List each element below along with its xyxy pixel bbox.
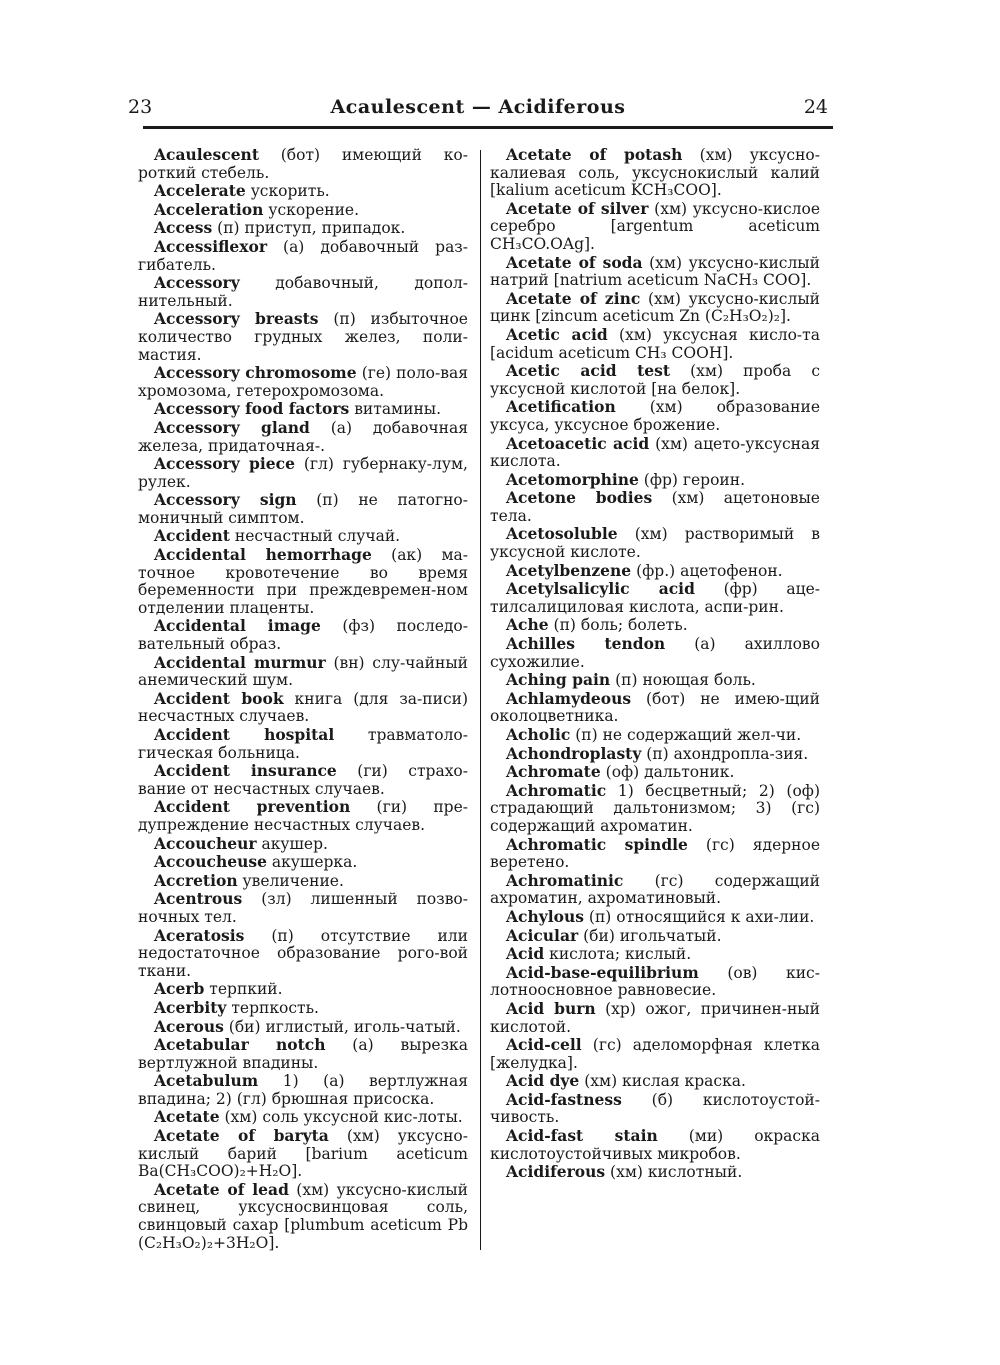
entry-definition: (хм) соль уксусной кис-лоты.	[224, 1108, 463, 1127]
entry-definition: (п) не содержащий жел-чи.	[575, 726, 802, 744]
entry-definition: (п) приступ, припадок.	[217, 219, 406, 238]
entry-definition: (п) относящийся к ахи-лии.	[588, 907, 815, 926]
dictionary-entry	[138, 455, 468, 491]
entry-headword: Acentrous	[154, 889, 243, 909]
dictionary-entry	[138, 1072, 468, 1108]
dictionary-entry	[490, 726, 820, 745]
entry-definition: (фр) героин.	[643, 470, 746, 489]
dictionary-entry	[490, 290, 820, 326]
dictionary-entry	[138, 1018, 468, 1037]
dictionary-entry	[490, 398, 820, 434]
dictionary-entry	[138, 798, 468, 834]
dictionary-entry	[490, 945, 820, 964]
entry-definition: (хм) уксусно-кислое серебро [argentum aceticum CH₃CO.OAg].	[490, 199, 821, 253]
entry-definition: (хм) ацето-уксусная кислота.	[490, 434, 820, 471]
entry-definition: (п) не патогно-моничный симптом.	[138, 491, 468, 527]
dictionary-entry	[138, 238, 468, 274]
dictionary-entry	[138, 1036, 468, 1072]
dictionary-entry	[138, 546, 468, 617]
dictionary-entry	[138, 999, 468, 1018]
dictionary-entry	[138, 491, 468, 527]
entry-headword: Accident hospital	[154, 725, 335, 744]
entry-headword: Achromate	[506, 762, 601, 782]
entry-definition: (б) кислотоустой-чивость.	[490, 1090, 820, 1127]
entry-definition: (гл) губернаку-лум, рулек.	[138, 455, 468, 491]
dictionary-entry	[490, 1163, 820, 1182]
entry-headword: Acetylsalicylic acid	[506, 579, 695, 599]
entry-headword: Achlamydeous	[506, 688, 632, 708]
entry-definition: (ге) поло-вая хромозома, гетерохромозома.	[138, 364, 468, 400]
entry-definition: акушерка.	[271, 853, 358, 872]
dictionary-entry	[490, 1127, 820, 1163]
dictionary-entry	[490, 908, 820, 927]
dictionary-entry	[490, 326, 820, 362]
dictionary-entry	[490, 927, 820, 946]
header-rule	[143, 126, 833, 129]
dictionary-entry	[138, 1127, 468, 1181]
entry-headword: Acholic	[506, 725, 571, 744]
column-divider	[480, 150, 481, 1250]
entry-definition: (гс) аделоморфная клетка [желудка].	[490, 1036, 820, 1072]
page-header	[128, 96, 828, 124]
entry-definition: (фр) аце-тилсалициловая кислота, аспи-рин.	[490, 580, 820, 616]
entry-headword: Acetylbenzene	[506, 560, 632, 580]
dictionary-entry	[138, 310, 468, 364]
dictionary-entry	[138, 527, 468, 546]
entry-definition: несчастный случай.	[234, 527, 401, 546]
dictionary-entry	[138, 146, 468, 182]
entry-headword: Acidiferous	[506, 1162, 606, 1182]
dictionary-entry	[490, 1000, 820, 1036]
entry-definition: (а) добавочная железа, придаточная-.	[138, 418, 468, 455]
entry-headword: Acetic acid	[506, 324, 608, 344]
page-number-right: 24	[803, 96, 828, 118]
dictionary-entry	[138, 980, 468, 999]
entry-headword: Accessory sign	[154, 490, 297, 510]
dictionary-entry	[138, 872, 468, 891]
entry-definition: (п) боль; болеть.	[553, 616, 688, 635]
dictionary-entry	[490, 1091, 820, 1127]
entry-headword: Accessory breasts	[154, 309, 319, 329]
entry-headword: Accessory chromosome	[154, 363, 357, 383]
dictionary-entry	[138, 726, 468, 762]
dictionary-entry	[138, 274, 468, 310]
entry-headword: Acerb	[154, 979, 205, 999]
dictionary-entry	[138, 890, 468, 926]
dictionary-entry	[138, 853, 468, 872]
entry-headword: Accessory piece	[154, 454, 295, 474]
entry-definition: (п) отсутствие или недостаточное образование рого-вой ткани.	[138, 926, 468, 980]
entry-headword: Accessory	[154, 273, 240, 293]
entry-definition: витамины.	[354, 400, 442, 419]
entry-definition: (хм) уксусно-кислый натрий [natrium aceticum NaCH₃ COO].	[490, 253, 820, 290]
entry-definition: (хм) растворимый в уксусной кислоте.	[490, 525, 820, 562]
left-column	[138, 146, 468, 1252]
entry-definition: (хм) ацетоновые тела.	[490, 489, 820, 525]
entry-definition: терпкость.	[231, 998, 319, 1017]
dictionary-entry	[490, 489, 820, 525]
entry-headword: Acetification	[506, 397, 616, 417]
entry-definition: (бот) имеющий ко-роткий стебель.	[138, 146, 468, 182]
entry-definition: (хр) ожог, причинен-ный кислотой.	[490, 999, 820, 1036]
entry-headword: Acetate of lead	[154, 1179, 289, 1199]
entry-headword: Accretion	[154, 870, 238, 890]
entry-definition: (ак) ма-точное кровотечение во время беременности при преждевремен-ном отделении плаценты.	[138, 546, 468, 617]
entry-headword: Accidental image	[154, 616, 321, 636]
entry-headword: Acetate of potash	[506, 145, 683, 164]
dictionary-entry	[490, 836, 820, 872]
entry-headword: Accident prevention	[154, 797, 351, 817]
dictionary-entry	[138, 835, 468, 854]
entry-headword: Accessory food factors	[154, 399, 350, 419]
dictionary-entry	[490, 782, 820, 836]
entry-headword: Accidental murmur	[154, 652, 326, 672]
entry-headword: Acerbity	[154, 997, 227, 1017]
entry-definition: (ми) окраска кислотоустойчивых микробов.	[490, 1127, 821, 1163]
entry-definition: (хм) уксусная кисло-та [acidum aceticum CH₃ COOH].	[490, 325, 820, 362]
dictionary-entry	[138, 219, 468, 238]
entry-headword: Accoucheur	[154, 833, 257, 853]
entry-definition: (хм) кислая краска.	[584, 1072, 746, 1091]
dictionary-entry	[138, 182, 468, 201]
dictionary-entry	[138, 1181, 468, 1252]
entry-headword: Acid-base-equilibrium	[506, 962, 699, 982]
dictionary-entry	[490, 562, 820, 581]
entry-definition: (хм) кислотный.	[610, 1163, 743, 1182]
entry-headword: Acetone bodies	[506, 488, 653, 508]
entry-headword: Accidental hemorrhage	[154, 545, 372, 565]
entry-headword: Achromatic	[506, 780, 607, 800]
dictionary-entry	[138, 690, 468, 726]
dictionary-entry	[490, 964, 820, 1000]
dictionary-entry	[490, 763, 820, 782]
entry-definition: (бот) не имею-щий околоцветника.	[490, 689, 820, 726]
entry-headword: Acetosoluble	[506, 524, 618, 544]
entry-definition: терпкий.	[209, 980, 283, 999]
entry-definition: (а) ахиллово сухожилие.	[490, 635, 820, 671]
entry-definition: (ги) пре-дупреждение несчастных случаев.	[138, 798, 468, 834]
entry-definition: (зл) лишенный позво-ночных тел.	[138, 890, 468, 926]
entry-definition: (хм) уксусно-кислый барий [barium aceticum Ba(CH₃COO)₂+H₂O].	[138, 1127, 468, 1181]
entry-headword: Acaulescent	[154, 145, 259, 164]
entry-definition: увеличение.	[242, 871, 344, 890]
entry-headword: Accelerate	[154, 181, 246, 201]
entry-definition: травматоло-гическая больница.	[138, 726, 468, 762]
entry-headword: Accident book	[154, 688, 284, 708]
entry-headword: Acid-cell	[506, 1035, 582, 1055]
dictionary-entry	[490, 525, 820, 561]
entry-headword: Achromatinic	[506, 870, 624, 890]
entry-headword: Acicular	[506, 925, 579, 945]
entry-definition: (би) иглистый, иголь-чатый.	[228, 1017, 461, 1036]
dictionary-entry	[490, 471, 820, 490]
right-column	[490, 146, 820, 1182]
entry-headword: Acetate of soda	[506, 252, 643, 272]
entry-definition: (гс) ядерное веретено.	[490, 835, 821, 872]
entry-headword: Aching pain	[506, 670, 611, 690]
dictionary-entry	[490, 146, 820, 200]
dictionary-entry	[138, 201, 468, 220]
entry-definition: (хм) уксусно-кислый цинк [zincum aceticum Zn (C₂H₃O₂)₂].	[490, 289, 820, 326]
entry-headword: Acetate of zinc	[506, 288, 641, 308]
entry-headword: Acetabulum	[154, 1071, 259, 1091]
entry-definition: 1) (а) вертлужная впадина; 2) (гл) брюшная присоска.	[138, 1072, 468, 1108]
entry-definition: книга (для за-писи) несчастных случаев.	[138, 689, 469, 726]
entry-definition: акушер.	[261, 834, 328, 853]
entry-headword: Ache	[506, 615, 549, 635]
entry-headword: Achondroplasty	[506, 743, 642, 763]
dictionary-entry	[490, 616, 820, 635]
entry-definition: (а) добавочный раз-гибатель.	[138, 237, 468, 274]
dictionary-entry	[490, 200, 820, 254]
dictionary-entry	[138, 419, 468, 455]
dictionary-entry	[490, 435, 820, 471]
entry-headword: Acid	[506, 944, 545, 964]
entry-headword: Acetabular notch	[154, 1035, 326, 1055]
entry-definition: (п) ахондропла-зия.	[646, 744, 809, 763]
entry-headword: Acetate	[154, 1107, 220, 1127]
dictionary-entry	[490, 690, 820, 726]
entry-definition: (оф) дальтоник.	[605, 763, 735, 782]
entry-definition: (п) ноющая боль.	[615, 671, 756, 690]
dictionary-entry	[490, 872, 820, 908]
dictionary-entry	[138, 400, 468, 419]
entry-headword: Accident insurance	[154, 761, 337, 781]
entry-headword: Accident	[154, 526, 230, 546]
dictionary-entry	[490, 1036, 820, 1072]
page-number-left: 23	[128, 96, 153, 118]
dictionary-entry	[490, 1072, 820, 1091]
entry-definition: (хм) уксусно-калиевая соль, уксуснокислый калий [kalium aceticum KCH₃COO].	[490, 146, 820, 200]
entry-definition: (би) игольчатый.	[583, 926, 722, 945]
entry-headword: Achilles tendon	[506, 634, 666, 654]
dictionary-entry	[138, 762, 468, 798]
entry-definition: ускорить.	[250, 182, 330, 201]
entry-definition: (фр.) ацетофенон.	[636, 561, 783, 580]
dictionary-entry	[138, 617, 468, 653]
entry-definition: 1) бесцветный; 2) (оф) страдающий дальтонизмом; 3) (гс) содержащий ахроматин.	[490, 781, 820, 835]
entry-headword: Accoucheuse	[154, 852, 267, 872]
entry-definition: ускорение.	[268, 200, 360, 219]
dictionary-entry	[138, 927, 468, 981]
entry-headword: Acid burn	[506, 998, 596, 1018]
entry-headword: Access	[154, 218, 213, 238]
entry-definition: (ов) кис-лотноосновное равновесие.	[490, 963, 820, 1000]
entry-definition: (а) вырезка вертлужной впадины.	[138, 1036, 468, 1072]
dictionary-entry	[490, 635, 820, 671]
entry-definition: (фз) последо-вательный образ.	[138, 617, 468, 654]
entry-headword: Acid dye	[506, 1071, 580, 1091]
entry-definition: (вн) слу-чайный анемический шум.	[138, 653, 469, 690]
entry-headword: Accessory gland	[154, 417, 310, 437]
entry-definition: (п) избыточное количество грудных желез, поли-мастия.	[138, 310, 468, 364]
entry-definition: кислота; кислый.	[549, 945, 692, 964]
entry-headword: Acid-fastness	[506, 1089, 622, 1109]
dictionary-entry	[138, 364, 468, 400]
running-title: Acaulescent — Acidiferous	[330, 96, 626, 118]
entry-definition: добавочный, допол-нительный.	[138, 274, 468, 310]
entry-headword: Acid-fast stain	[506, 1126, 658, 1146]
entry-headword: Aceratosis	[154, 925, 245, 945]
entry-headword: Acetic acid test	[506, 361, 671, 381]
entry-headword: Acetomorphine	[506, 469, 639, 489]
entry-headword: Accessiflexor	[154, 236, 267, 256]
dictionary-entry	[138, 654, 468, 690]
entry-headword: Acetate of baryta	[154, 1126, 329, 1146]
dictionary-entry	[138, 1108, 468, 1127]
entry-headword: Achylous	[506, 906, 584, 926]
dictionary-entry	[490, 362, 820, 398]
entry-definition: (хм) уксусно-кислый свинец, уксусносвинцовая соль, свинцовый сахар [plumbum aceticum Pb (C₂H₃O₂)₂+3H₂O].	[138, 1180, 468, 1252]
entry-definition: (гс) содержащий ахроматин, ахроматиновый.	[490, 871, 820, 908]
dictionary-entry	[490, 580, 820, 616]
entry-definition: (ги) страхо-вание от несчастных случаев.	[138, 762, 469, 798]
dictionary-entry	[490, 254, 820, 290]
dictionary-entry	[490, 671, 820, 690]
entry-headword: Acerous	[154, 1016, 224, 1036]
dictionary-entry	[490, 745, 820, 764]
entry-headword: Achromatic spindle	[506, 834, 688, 854]
entry-definition: (хм) образование уксуса, уксусное брожение.	[490, 398, 820, 434]
entry-headword: Acceleration	[154, 199, 264, 219]
entry-headword: Acetoacetic acid	[506, 433, 650, 453]
entry-definition: (хм) проба с уксусной кислотой [на белок].	[490, 362, 820, 398]
entry-headword: Acetate of silver	[506, 198, 649, 218]
